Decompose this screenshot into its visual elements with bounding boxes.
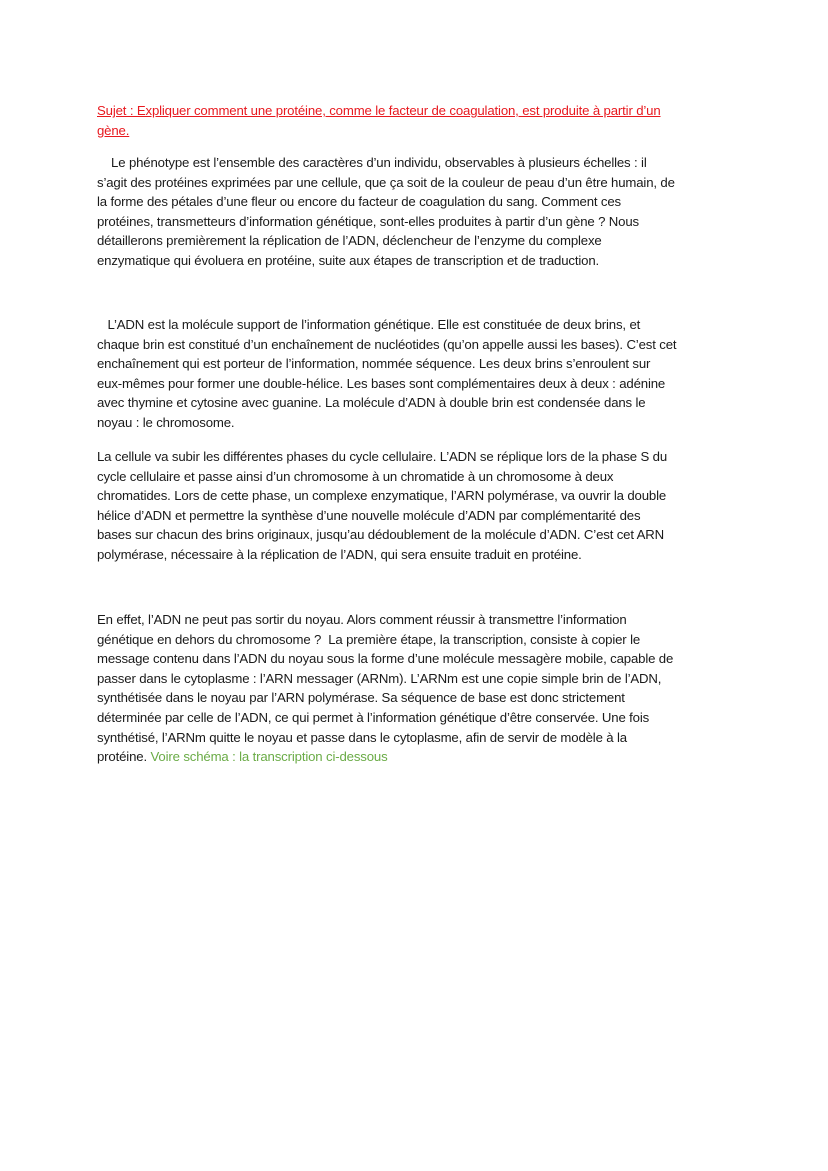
line-text: passer dans le cytoplasme : l’ARN messager (ARNm). L’ARNm est une copie simple brin de l’ADN,: [97, 670, 662, 686]
line-text: noyau : le chromosome.: [97, 415, 235, 430]
line-text: enzymatique qui évoluera en protéine, suite aux étapes de transcription et de traduction.: [97, 253, 600, 268]
paragraph-line: [97, 671, 661, 687]
line-text: protéines, transmetteurs d’information génétique, sont-elles produites à partir d’un gène ? Nous: [97, 213, 639, 229]
line-text: génétique en dehors du chromosome ? La première étape, la transcription, consiste à copier le: [97, 631, 641, 647]
line-text: cycle cellulaire et passe ainsi d’un chromosome à un chromatide à un chromosome à deux: [97, 468, 614, 484]
paragraph-line: [97, 175, 675, 191]
line-text: synthétisé, l’ARNm quitte le noyau et passe dans le cytoplasme, afin de servir de modèle à la: [97, 729, 627, 745]
paragraph-line: [97, 710, 649, 726]
line-text: déterminée par celle de l’ADN, ce qui permet à l’information génétique d’être conservée. Une fois: [97, 710, 650, 725]
paragraph-line: [97, 730, 627, 746]
line-text: bases sur chacun des brins originaux, jusqu’au dédoublement de la molécule d’ADN. C’est cet ARN: [97, 527, 665, 543]
paragraph-line: [97, 233, 602, 249]
paragraph-line: [97, 356, 650, 372]
line-text: L’ADN est la molécule support de l’information génétique. Elle est constituée de deux brins, et: [97, 317, 641, 332]
paragraph-line: [97, 214, 639, 230]
paragraph-line: [97, 194, 621, 210]
line-text: Le phénotype est l’ensemble des caractères d’un individu, observables à plusieurs échelles : il: [97, 155, 647, 170]
line-text: polymérase, nécessaire à la réplication de l’ADN, qui sera ensuite traduit en protéine.: [97, 547, 582, 562]
paragraph-line: [97, 749, 388, 765]
paragraph-line: [97, 469, 613, 485]
paragraph-line: [97, 155, 647, 171]
line-text: synthétisée dans le noyau par l’ARN polymérase. Sa séquence de base est donc strictement: [97, 690, 625, 706]
paragraph-line: [97, 488, 666, 504]
line-text: la forme des pétales d’une fleur ou encore du facteur de coagulation du sang. Comment ces: [97, 194, 622, 210]
paragraph-line: [97, 415, 234, 431]
paragraph-line: [97, 395, 645, 411]
line-text: eux-mêmes pour former une double-hélice. Les bases sont complémentaires deux à deux : adénine: [97, 375, 666, 391]
paragraph-line: [97, 253, 599, 269]
line-text: chromatides. Lors de cette phase, un complexe enzymatique, l’ARN polymérase, va ouvrir la double: [97, 488, 667, 504]
line-text: En effet, l’ADN ne peut pas sortir du noyau. Alors comment réussir à transmettre l’information: [97, 612, 627, 627]
paragraph-line: [97, 508, 640, 524]
paragraph-line: [97, 449, 667, 465]
paragraph-line: [97, 632, 640, 648]
line-text: La cellule va subir les différentes phases du cycle cellulaire. L’ADN se réplique lors de la phase S du: [97, 449, 668, 464]
paragraph-line: [97, 527, 664, 543]
line-text: détaillerons premièrement la réplication de l’ADN, déclencheur de l’enzyme du complexe: [97, 233, 602, 249]
paragraph-line: [97, 690, 625, 706]
line-text: protéine.: [97, 749, 151, 765]
line-text: message contenu dans l’ADN du noyau sous la forme d’une molécule messagère mobile, capable de: [97, 651, 674, 667]
paragraph-line: [97, 547, 582, 563]
line-text: chaque brin est constitué d’un enchaînement de nucléotides (qu’on appelle aussi les bases). C’est cet: [97, 336, 677, 352]
line-text: enchaînement qui est porteur de l’information, nommée séquence. Les deux brins s’enroulent sur: [97, 356, 651, 372]
line-text: avec thymine et cytosine avec guanine. La molécule d’ADN à double brin est condensée dans le: [97, 395, 646, 411]
paragraph-line: [97, 376, 665, 392]
paragraph-line: [97, 612, 627, 628]
line-text: s’agit des protéines exprimées par une cellule, que ça soit de la couleur de peau d’un être humain, de: [97, 174, 675, 190]
paragraph-line: [97, 317, 640, 333]
line-text: hélice d’ADN et permettre la synthèse d’une nouvelle molécule d’ADN par complémentarité des: [97, 507, 641, 523]
subject-title-line-1: Sujet : Expliquer comment une protéine, comme le facteur de coagulation, est produite à partir d’un: [97, 103, 661, 118]
paragraph-line: [97, 651, 673, 667]
subject-title-line-2: gène.: [97, 123, 130, 138]
schema-reference-link[interactable]: Voire schéma : la transcription ci-dessous: [150, 749, 388, 765]
paragraph-line: [97, 337, 676, 353]
